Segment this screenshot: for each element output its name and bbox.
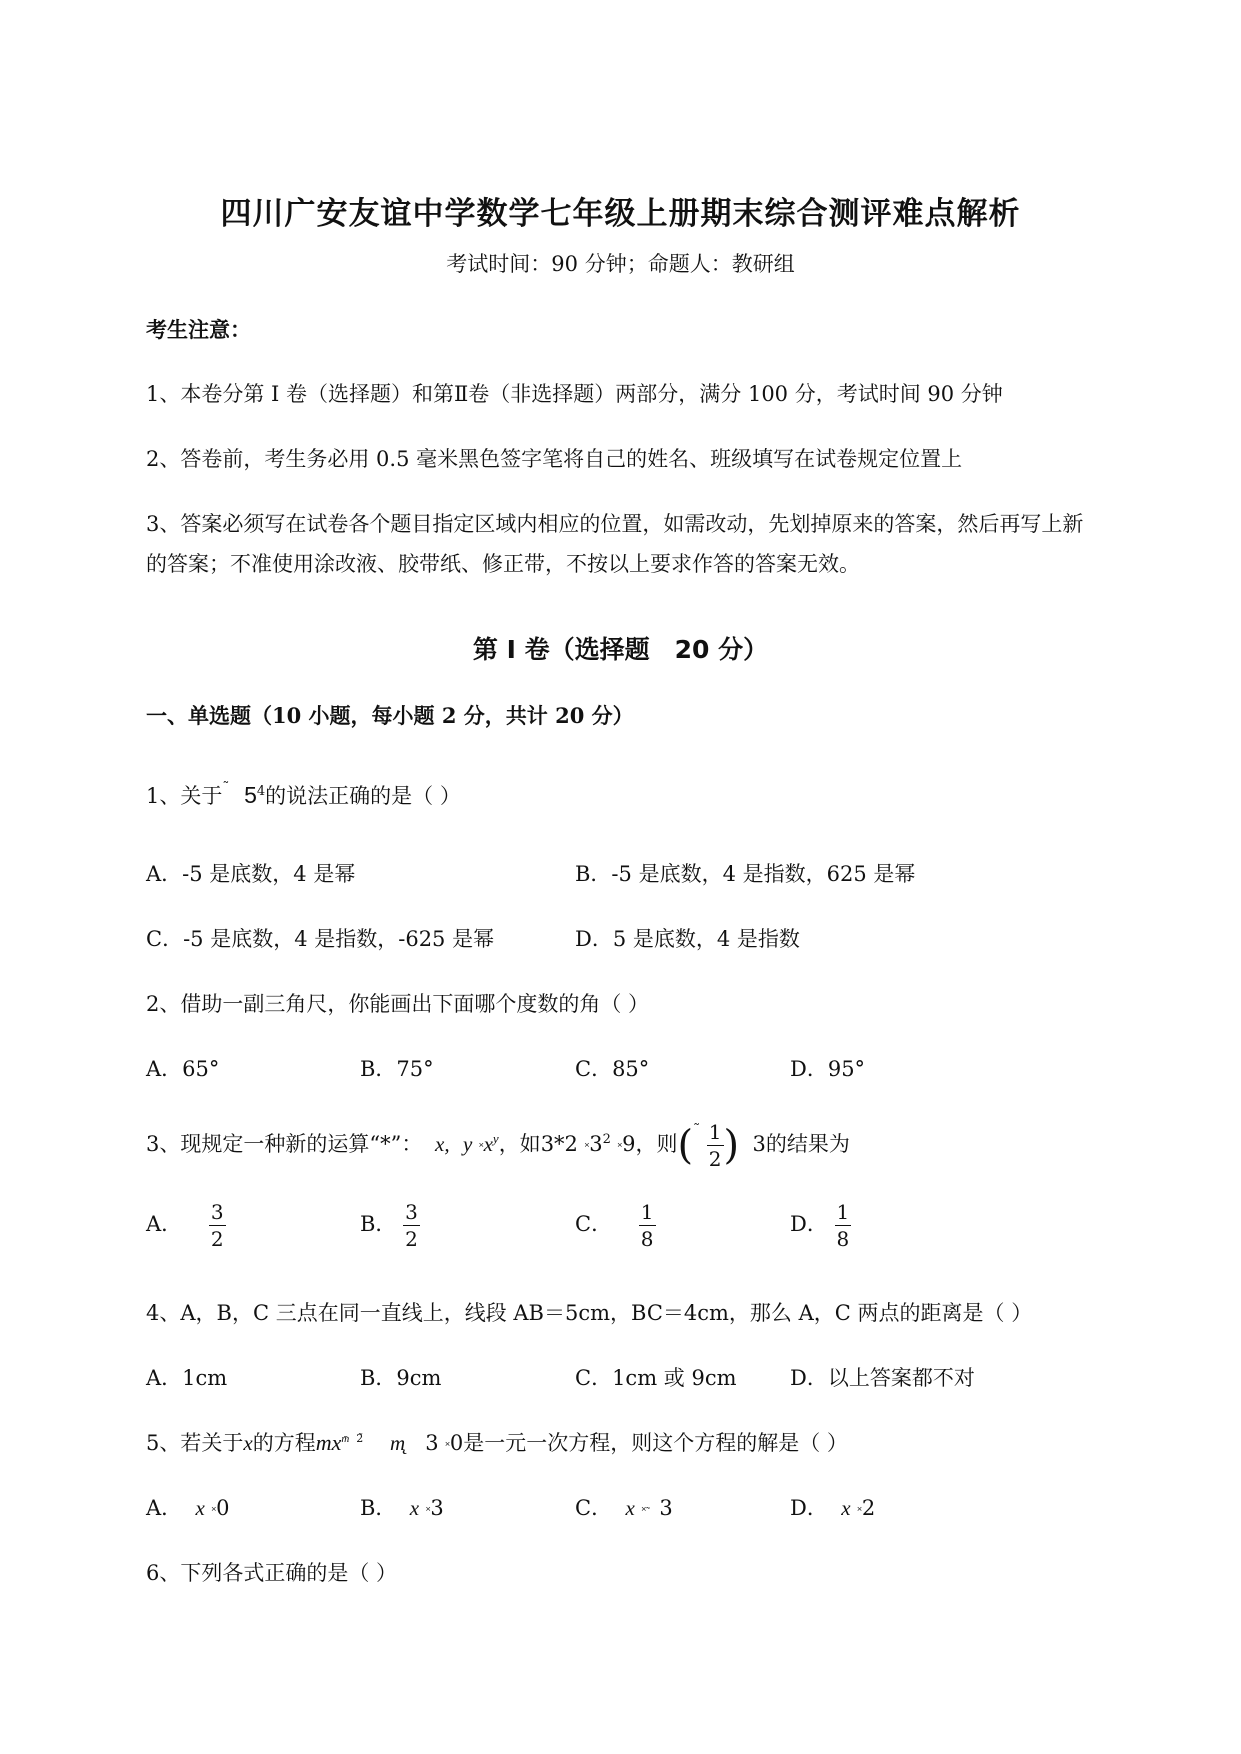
question-4: 4、A，B，C 三点在同一直线上，线段 AB＝5cm，BC＝4cm，那么 A，C 两点的距离是（ ） bbox=[146, 1301, 1033, 1325]
q1-base: 5 bbox=[244, 782, 257, 808]
q3-option-a: A． $\frac{3}{2}$ bbox=[146, 1200, 224, 1251]
q2-option-a: A．65° bbox=[146, 1057, 220, 1081]
q4-option-b: B．9cm bbox=[360, 1366, 442, 1390]
q1-option-d: D．5 是底数，4 是指数 bbox=[575, 927, 800, 951]
q2-option-d: D．95° bbox=[790, 1057, 866, 1081]
q1-option-b: B．-5 是底数，4 是指数，625 是幂 bbox=[575, 862, 916, 886]
page-subtitle: 考试时间：90 分钟；命题人：教研组 bbox=[446, 252, 795, 276]
notice-item-2: 2、答卷前，考生务必用 0.5 毫米黑色签字笔将自己的姓名、班级填写在试卷规定位置上 bbox=[146, 447, 963, 471]
q5-option-d: D． x ˟2 bbox=[790, 1496, 876, 1520]
q5-option-a: A． x ˟0 bbox=[146, 1496, 230, 1520]
q2-option-b: B．75° bbox=[360, 1057, 434, 1081]
q1-option-c: C．-5 是底数，4 是指数，-625 是幂 bbox=[146, 927, 495, 951]
q5-variable: x bbox=[243, 1431, 253, 1455]
q1-prefix: 1、关于 bbox=[146, 784, 223, 808]
page-title: 四川广安友谊中学数学七年级上册期末综合测评难点解析 bbox=[220, 196, 1021, 232]
q3-option-d: D． $\frac{1}{8}$ bbox=[790, 1200, 850, 1251]
q3-then: ，则 bbox=[635, 1132, 678, 1156]
q1-option-a: A．-5 是底数，4 是幂 bbox=[146, 862, 356, 886]
q1-suffix: 的说法正确的是（ ） bbox=[265, 784, 461, 808]
section-subheading: 一、单选题（10 小题，每小题 2 分，共计 20 分） bbox=[146, 703, 634, 728]
q3-mid: ，如 bbox=[498, 1132, 541, 1156]
q3-suffix: 的结果为 bbox=[765, 1132, 850, 1156]
notice-heading: 考生注意： bbox=[146, 317, 251, 342]
q3-fraction: $\frac{1}{2}$ bbox=[708, 1120, 722, 1171]
q2-option-c: C．85° bbox=[575, 1057, 650, 1081]
q5-suffix: 是一元一次方程，则这个方程的解是（ ） bbox=[463, 1431, 848, 1455]
q5-equation: mx bbox=[315, 1430, 342, 1455]
question-3: 3、现规定一种新的运算“*”： x, y $˟x^y$，如3*2 $˟3^2$ ˟9，则(˜ $\frac{1}{2}$ ) 3的结果为 bbox=[146, 1120, 850, 1171]
question-6: 6、下列各式正确的是（ ） bbox=[146, 1561, 398, 1585]
q5-option-b: B． x ˟3 bbox=[360, 1496, 444, 1520]
q1-exponent: 4 bbox=[256, 784, 266, 799]
notice-item-1: 1、本卷分第 I 卷（选择题）和第Ⅱ卷（非选择题）两部分，满分 100 分，考试时间 90 分钟 bbox=[146, 382, 1003, 406]
notice-item-3-cont: 的答案；不准使用涂改液、胶带纸、修正带，不按以上要求作答的答案无效。 bbox=[146, 552, 860, 576]
q3-prefix: 3、现规定一种新的运算“*”： bbox=[146, 1132, 423, 1156]
section-title: 第 I 卷（选择题 20 分） bbox=[472, 635, 769, 664]
q4-option-a: A．1cm bbox=[146, 1366, 228, 1390]
q4-option-c: C．1cm 或 9cm bbox=[575, 1366, 737, 1390]
q3-example: 3*2 bbox=[540, 1132, 585, 1156]
question-1: 1、关于˜ $5^4$的说法正确的是（ ） bbox=[146, 780, 461, 808]
q3-option-b: B． $\frac{3}{2}$ bbox=[360, 1200, 418, 1251]
question-5: 5、若关于x的方程$mx^{m̄ 2̃}$ m̨ 3 ˟0是一元一次方程，则这个方程的解是（ ） bbox=[146, 1430, 848, 1455]
notice-item-3: 3、答案必须写在试卷各个题目指定区域内相应的位置，如需改动，先划掉原来的答案，然后再写上新 bbox=[146, 512, 1084, 536]
question-2: 2、借助一副三角尺，你能画出下面哪个度数的角（ ） bbox=[146, 992, 650, 1016]
q5-option-c: C． x ˟̃ 3 bbox=[575, 1496, 673, 1520]
q3-option-c: C． $\frac{1}{8}$ bbox=[575, 1200, 654, 1251]
q4-option-d: D．以上答案都不对 bbox=[790, 1366, 975, 1390]
